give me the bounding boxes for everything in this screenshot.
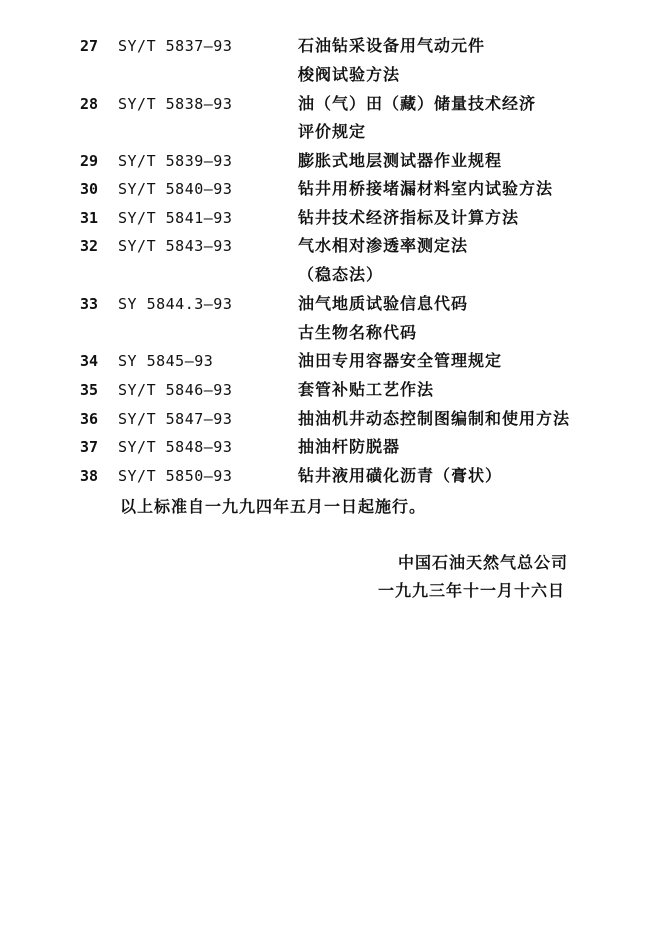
standard-title-continued: （稳态法） <box>298 265 384 284</box>
standard-code: SY/T 5850—93 <box>118 467 233 485</box>
standard-title: 钻井用桥接堵漏材料室内试验方法 <box>298 179 554 198</box>
standard-code: SY/T 5848—93 <box>118 438 233 456</box>
issue-date: 一九九三年十一月十六日 <box>378 581 566 600</box>
standard-title: 气水相对渗透率测定法 <box>298 236 469 255</box>
standard-title-continued: 梭阀试验方法 <box>298 65 401 84</box>
standard-title-continued: 评价规定 <box>298 122 367 141</box>
standard-title: 石油钻采设备用气动元件 <box>298 36 486 55</box>
standard-code: SY/T 5847—93 <box>118 410 233 428</box>
entry-number: 28 <box>80 95 99 113</box>
standard-code: SY 5845—93 <box>118 352 214 370</box>
standard-code: SY/T 5837—93 <box>118 37 233 55</box>
entry-number: 33 <box>80 295 99 313</box>
standard-code: SY/T 5839—93 <box>118 152 233 170</box>
standard-code: SY/T 5838—93 <box>118 95 233 113</box>
standard-title: 油田专用容器安全管理规定 <box>298 351 503 370</box>
standard-title: 油（气）田（藏）储量技术经济 <box>298 94 537 113</box>
entry-number: 36 <box>80 410 99 428</box>
entry-number: 35 <box>80 381 99 399</box>
effective-note: 以上标准自一九九四年五月一日起施行。 <box>120 497 427 516</box>
entry-number: 29 <box>80 152 99 170</box>
standard-code: SY 5844.3—93 <box>118 295 233 313</box>
standard-title-continued: 古生物名称代码 <box>298 323 418 342</box>
entry-number: 32 <box>80 237 99 255</box>
standard-code: SY/T 5841—93 <box>118 209 233 227</box>
standard-title: 抽油机井动态控制图编制和使用方法 <box>298 409 571 428</box>
issuer-name: 中国石油天然气总公司 <box>398 553 569 572</box>
standard-code: SY/T 5846—93 <box>118 381 233 399</box>
standard-title: 钻井液用磺化沥青（膏状） <box>298 466 503 485</box>
standard-code: SY/T 5843—93 <box>118 237 233 255</box>
standard-code: SY/T 5840—93 <box>118 180 233 198</box>
standard-title: 钻井技术经济指标及计算方法 <box>298 208 520 227</box>
entry-number: 31 <box>80 209 99 227</box>
standard-title: 油气地质试验信息代码 <box>298 294 469 313</box>
standard-title: 膨胀式地层测试器作业规程 <box>298 151 503 170</box>
entry-number: 34 <box>80 352 99 370</box>
entry-number: 27 <box>80 37 99 55</box>
standard-title: 抽油杆防脱器 <box>298 437 401 456</box>
standard-title: 套管补贴工艺作法 <box>298 380 435 399</box>
entry-number: 30 <box>80 180 99 198</box>
entry-number: 38 <box>80 467 99 485</box>
entry-number: 37 <box>80 438 99 456</box>
